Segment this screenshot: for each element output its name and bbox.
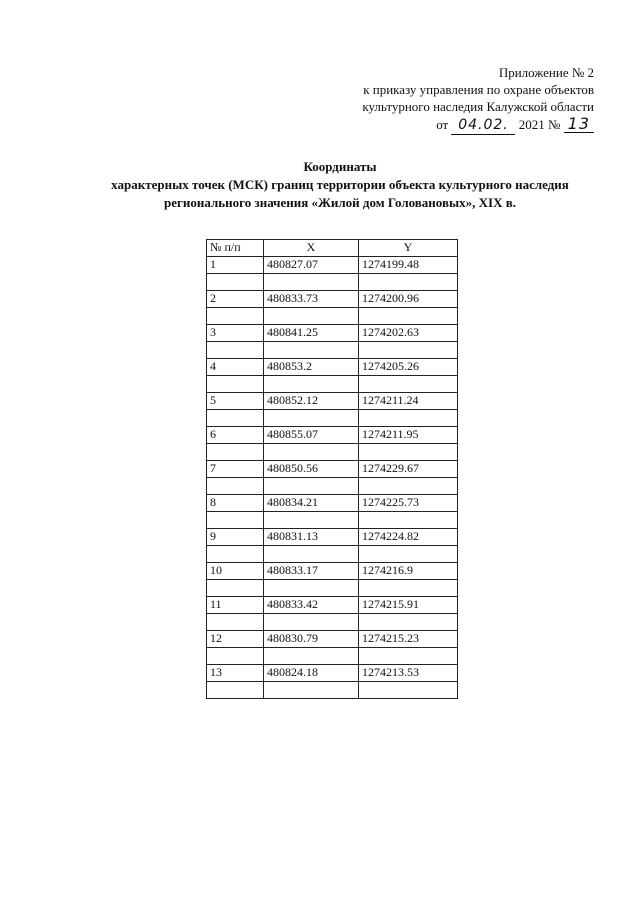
table-row [207, 257, 458, 274]
handwritten-date: 04.02. [451, 117, 515, 135]
cell-y: 1274229.67 [359, 461, 458, 478]
spacer-cell [264, 614, 359, 631]
cell-number: 1 [207, 257, 264, 274]
spacer-cell [359, 410, 458, 427]
cell-x: 480853.2 [264, 359, 359, 376]
table-spacer-row [207, 376, 458, 393]
spacer-cell [359, 682, 458, 699]
table-row [207, 291, 458, 308]
spacer-cell [359, 274, 458, 291]
table-row [207, 631, 458, 648]
title-subheading: характерных точек (МСК) границ территории объекта культурного наследия [111, 177, 569, 192]
cell-x: 480850.56 [264, 461, 359, 478]
table-spacer-row [207, 648, 458, 665]
table-body [207, 257, 458, 699]
spacer-cell [207, 342, 264, 359]
title-object-name: регионального значения «Жилой дом Головановых», XIX в. [164, 195, 516, 210]
header-y: Y [359, 240, 458, 257]
cell-number: 12 [207, 631, 264, 648]
cell-y: 1274205.26 [359, 359, 458, 376]
spacer-cell [264, 478, 359, 495]
table-row [207, 495, 458, 512]
spacer-cell [207, 546, 264, 563]
spacer-cell [264, 376, 359, 393]
cell-y: 1274215.23 [359, 631, 458, 648]
spacer-cell [207, 308, 264, 325]
annex-authority: культурного наследия Калужской области [362, 99, 594, 114]
header-x: X [264, 240, 359, 257]
table-spacer-row [207, 580, 458, 597]
cell-number: 5 [207, 393, 264, 410]
cell-number: 11 [207, 597, 264, 614]
cell-y: 1274200.96 [359, 291, 458, 308]
cell-number: 8 [207, 495, 264, 512]
cell-x: 480833.42 [264, 597, 359, 614]
cell-x: 480833.73 [264, 291, 359, 308]
table-row [207, 563, 458, 580]
header-number: № п/п [207, 240, 264, 257]
annex-header [362, 64, 594, 135]
table-spacer-row [207, 512, 458, 529]
table-spacer-row [207, 410, 458, 427]
cell-number: 10 [207, 563, 264, 580]
spacer-cell [264, 682, 359, 699]
spacer-cell [264, 410, 359, 427]
cell-number: 2 [207, 291, 264, 308]
cell-number: 6 [207, 427, 264, 444]
cell-x: 480834.21 [264, 495, 359, 512]
table-spacer-row [207, 308, 458, 325]
table-row [207, 529, 458, 546]
cell-y: 1274213.53 [359, 665, 458, 682]
table-spacer-row [207, 546, 458, 563]
annex-date-line [362, 115, 594, 135]
title-heading: Координаты [303, 159, 377, 174]
cell-number: 7 [207, 461, 264, 478]
cell-y: 1274211.95 [359, 427, 458, 444]
cell-x: 480841.25 [264, 325, 359, 342]
cell-x: 480855.07 [264, 427, 359, 444]
table-row [207, 461, 458, 478]
table-spacer-row [207, 682, 458, 699]
table-spacer-row [207, 444, 458, 461]
spacer-cell [207, 682, 264, 699]
spacer-cell [359, 444, 458, 461]
cell-x: 480831.13 [264, 529, 359, 546]
cell-y: 1274215.91 [359, 597, 458, 614]
spacer-cell [207, 580, 264, 597]
year-and-number-label: 2021 № [518, 117, 561, 132]
spacer-cell [264, 444, 359, 461]
spacer-cell [359, 614, 458, 631]
spacer-cell [207, 376, 264, 393]
table-row [207, 427, 458, 444]
spacer-cell [207, 648, 264, 665]
table-header-row [207, 240, 458, 257]
coordinates-table [206, 239, 458, 699]
spacer-cell [207, 410, 264, 427]
table-row [207, 393, 458, 410]
spacer-cell [207, 614, 264, 631]
annex-number: Приложение № 2 [498, 65, 594, 80]
spacer-cell [264, 308, 359, 325]
cell-x: 480830.79 [264, 631, 359, 648]
cell-y: 1274199.48 [359, 257, 458, 274]
cell-number: 4 [207, 359, 264, 376]
table-spacer-row [207, 614, 458, 631]
date-prefix: от [436, 117, 449, 132]
table-row [207, 325, 458, 342]
spacer-cell [207, 444, 264, 461]
cell-y: 1274202.63 [359, 325, 458, 342]
spacer-cell [264, 580, 359, 597]
spacer-cell [359, 648, 458, 665]
cell-y: 1274211.24 [359, 393, 458, 410]
table-spacer-row [207, 342, 458, 359]
cell-y: 1274224.82 [359, 529, 458, 546]
spacer-cell [359, 376, 458, 393]
spacer-cell [264, 274, 359, 291]
table-spacer-row [207, 274, 458, 291]
cell-number: 13 [207, 665, 264, 682]
spacer-cell [207, 274, 264, 291]
spacer-cell [264, 546, 359, 563]
spacer-cell [359, 580, 458, 597]
spacer-cell [207, 478, 264, 495]
table-row [207, 359, 458, 376]
spacer-cell [264, 342, 359, 359]
table-row [207, 665, 458, 682]
spacer-cell [207, 512, 264, 529]
cell-y: 1274225.73 [359, 495, 458, 512]
spacer-cell [264, 648, 359, 665]
cell-y: 1274216.9 [359, 563, 458, 580]
cell-x: 480827.07 [264, 257, 359, 274]
cell-number: 3 [207, 325, 264, 342]
handwritten-order-number: 13 [564, 115, 594, 133]
cell-x: 480852.12 [264, 393, 359, 410]
table-row [207, 597, 458, 614]
cell-number: 9 [207, 529, 264, 546]
annex-order-reference: к приказу управления по охране объектов [363, 82, 594, 97]
spacer-cell [359, 342, 458, 359]
spacer-cell [359, 478, 458, 495]
cell-x: 480833.17 [264, 563, 359, 580]
document-title [60, 158, 620, 212]
spacer-cell [359, 308, 458, 325]
spacer-cell [359, 546, 458, 563]
spacer-cell [359, 512, 458, 529]
spacer-cell [264, 512, 359, 529]
cell-x: 480824.18 [264, 665, 359, 682]
table-spacer-row [207, 478, 458, 495]
